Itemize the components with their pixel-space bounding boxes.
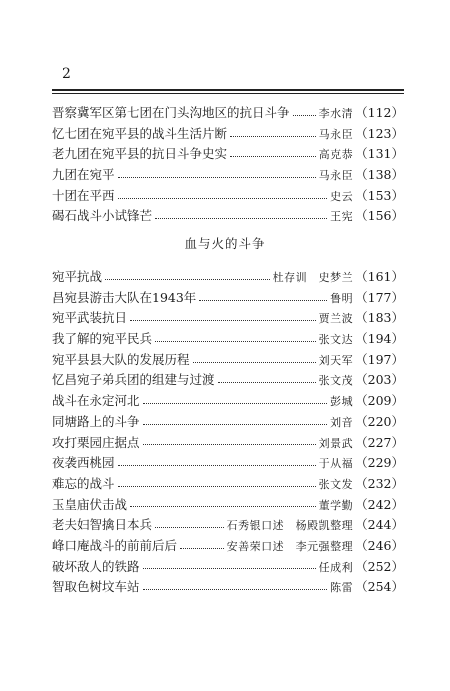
entry-author: 王宪 [330,210,354,224]
entry-author: 彭城 [330,395,354,409]
entry-author: 张文达 [318,333,354,347]
entry-page: （161） [355,269,404,284]
dot-leader [130,320,316,321]
entry-author: 董学勤 [318,498,354,512]
dot-leader [199,300,327,301]
toc-entry[interactable] [52,433,404,454]
entry-title: 宛平县县大队的发展历程 [52,351,190,367]
entry-author: 张文发 [318,477,354,491]
entry-page: （220） [355,413,404,429]
entry-page: （183） [355,310,404,326]
toc-list-section-2 [52,267,404,598]
dot-leader [193,362,316,363]
toc-entry[interactable] [52,329,404,350]
entry-title: 九团在宛平 [52,167,115,183]
toc-entry[interactable] [52,350,404,371]
entry-page: （209） [355,393,404,409]
dot-leader [155,341,316,342]
entry-page: （242） [355,496,404,512]
header-rule-thin [52,93,404,94]
entry-page: （131） [355,146,404,162]
toc-entry[interactable] [52,267,404,288]
entry-title: 同塘路上的斗争 [52,413,140,429]
entry-title: 难忘的战斗 [52,475,115,491]
entry-title: 玉皇庙伏击战 [52,496,128,512]
dot-leader [143,568,316,569]
page-number: 2 [62,66,71,82]
header-rule-thick [52,89,404,91]
entry-page: （229） [355,455,404,471]
entry-author: 任成利 [318,560,354,574]
dot-leader [118,465,316,466]
dot-leader [230,136,316,137]
dot-leader [143,444,316,445]
toc-entry[interactable] [52,103,404,124]
entry-title: 忆昌宛子弟兵团的组建与过渡 [52,372,215,388]
entry-author: 于从福 [318,457,354,471]
entry-author: 刘天军 [318,353,354,367]
entry-page: （232） [355,475,404,491]
entry-page: （197） [355,351,404,367]
entry-author: 鲁明 [330,291,354,305]
dot-leader [143,424,328,425]
dot-leader [180,548,224,549]
entry-page: （177） [355,289,404,305]
entry-page: （254） [355,579,404,595]
toc-entry[interactable] [52,453,404,474]
toc-entry[interactable] [52,165,404,186]
entry-page: （203） [355,372,404,388]
section-heading: 血与火的斗争 [184,236,266,251]
entry-title: 忆七团在宛平县的战斗生活片断 [52,125,228,141]
dot-leader [130,506,316,507]
dot-leader [118,177,316,178]
entry-author: 石秀银口述 杨殿凯整理 [226,519,354,533]
entry-author: 刘景武 [318,436,354,450]
entry-author: 张文茂 [318,374,354,388]
entry-page: （227） [355,434,404,450]
entry-page: （252） [355,558,404,574]
entry-author: 杜存训 史梦兰 [272,271,354,284]
entry-author: 陈雷 [330,581,354,595]
entry-author: 安善荣口述 李元强整理 [226,539,354,553]
entry-page: （153） [355,187,404,203]
dot-leader [105,279,270,280]
entry-page: （156） [355,208,404,224]
toc-entry[interactable] [52,515,404,536]
entry-title: 我了解的宛平民兵 [52,331,153,347]
toc-entry[interactable] [52,144,404,165]
toc-entry[interactable] [52,495,404,516]
entry-page: （244） [355,517,404,533]
dot-leader [118,486,316,487]
entry-page: （138） [355,167,404,183]
dot-leader [143,589,328,590]
entry-title: 碣石战斗小试锋芒 [52,208,153,224]
entry-title: 老夫妇智擒日本兵 [52,517,153,533]
dot-leader [293,115,316,116]
toc-entry[interactable] [52,186,404,207]
dot-leader [230,156,316,157]
entry-page: （246） [355,537,404,553]
toc-entry[interactable] [52,577,404,598]
toc-entry[interactable] [52,370,404,391]
toc-entry[interactable] [52,474,404,495]
entry-author: 高克恭 [318,148,354,162]
toc-list-section-1 [52,103,404,227]
toc-entry[interactable] [52,308,404,329]
toc-entry[interactable] [52,124,404,145]
entry-page: （194） [355,331,404,347]
toc-entry[interactable] [52,288,404,309]
entry-title: 宛平武装抗日 [52,310,128,326]
dot-leader [143,403,328,404]
toc-entry[interactable] [52,391,404,412]
entry-title: 夜袭西桃园 [52,455,115,471]
entry-page: （123） [355,125,404,141]
dot-leader [218,382,316,383]
entry-title: 昌宛县游击大队在1943年 [52,289,197,305]
entry-title: 智取色树坟车站 [52,579,140,595]
entry-title: 战斗在永定河北 [52,393,140,409]
entry-author: 贾兰波 [318,312,354,326]
toc-entry[interactable] [52,536,404,557]
dot-leader [155,218,327,219]
dot-leader [155,527,224,528]
dot-leader [118,198,328,199]
entry-page: （112） [355,105,404,120]
entry-title: 晋察冀军区第七团在门头沟地区的抗日斗争 [52,105,290,120]
entry-author: 马永臣 [318,127,354,141]
entry-author: 李水清 [318,107,354,120]
entry-title: 十团在平西 [52,187,115,203]
entry-title: 宛平抗战 [52,269,103,284]
entry-author: 马永臣 [318,169,354,183]
toc-entry[interactable] [52,206,404,227]
toc-entry[interactable] [52,412,404,433]
toc-entry[interactable] [52,557,404,578]
entry-title: 破坏敌人的铁路 [52,558,140,574]
entry-title: 老九团在宛平县的抗日斗争史实 [52,146,228,162]
entry-author: 刘音 [330,415,354,429]
entry-title: 峰口庵战斗的前前后后 [52,537,178,553]
entry-author: 史云 [330,189,354,203]
entry-title: 攻打栗园庄据点 [52,434,140,450]
